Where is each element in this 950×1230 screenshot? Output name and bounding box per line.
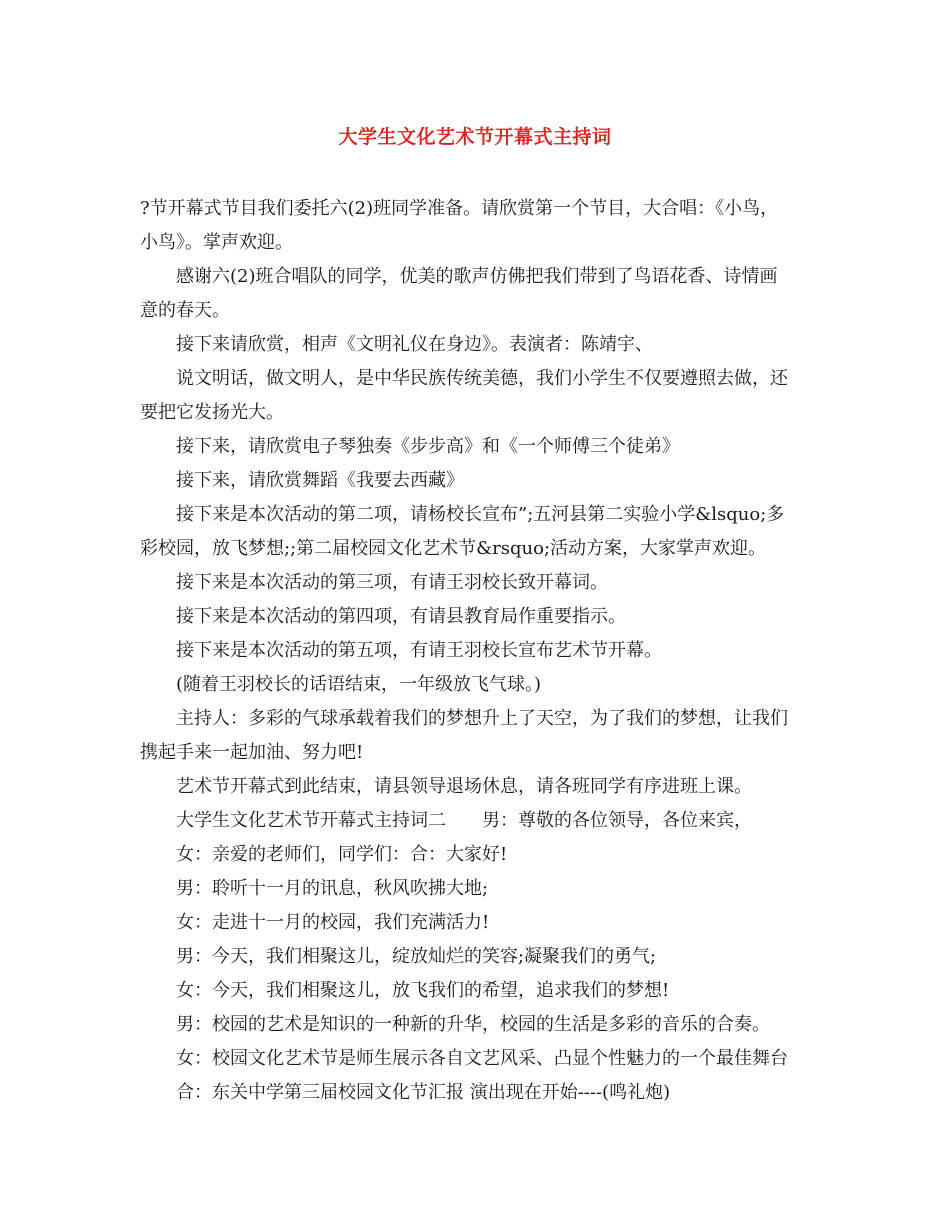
text-line: 男：聆听十一月的讯息，秋风吹拂大地;	[176, 878, 489, 899]
text-line: 女：校园文化艺术节是师生展示各自文艺风采、凸显个性魅力的一个最佳舞台	[176, 1048, 788, 1069]
text-line: 女：走进十一月的校园，我们充满活力!	[176, 912, 490, 933]
text-line: 小鸟》。掌声欢迎。	[140, 232, 293, 253]
text-line: 意的春天。	[140, 300, 230, 321]
text-line: 携起手来一起加油、努力吧!	[140, 742, 364, 763]
text-line: 感谢六(2)班合唱队的同学，优美的歌声仿佛把我们带到了鸟语花香、诗情画	[176, 266, 778, 287]
document-title: 大学生文化艺术节开幕式主持词	[338, 126, 612, 148]
text-line: 大学生文化艺术节开幕式主持词二 男：尊敬的各位领导，各位来宾，	[176, 810, 752, 831]
text-line: ?节开幕式节目我们委托六(2)班同学准备。请欣赏第一个节目，大合唱：《小鸟，	[140, 198, 779, 219]
text-line: 男：今天，我们相聚这儿，绽放灿烂的笑容;凝聚我们的勇气;	[176, 946, 657, 967]
text-line: 接下来是本次活动的第三项，有请王羽校长致开幕词。	[176, 572, 608, 593]
text-line: 女：亲爱的老师们，同学们：合：大家好!	[176, 844, 508, 865]
text-line: 接下来是本次活动的第四项，有请县教育局作重要指示。	[176, 606, 626, 627]
text-line: 接下来是本次活动的第二项，请杨校长宣布”;五河县第二实验小学&lsquo;多	[176, 504, 785, 525]
text-line: 说文明话，做文明人，是中华民族传统美德，我们小学生不仅要遵照去做，还	[176, 368, 788, 389]
text-line: 接下来，请欣赏电子琴独奏《步步高》和《一个师傅三个徒弟》	[176, 436, 680, 457]
text-line: 主持人：多彩的气球承载着我们的梦想升上了天空，为了我们的梦想，让我们	[176, 708, 788, 729]
text-line: 彩校园，放飞梦想;;第二届校园文化艺术节&rsquo;活动方案，大家掌声欢迎。	[140, 538, 767, 559]
text-line: 接下来请欣赏，相声《文明礼仪在身边》。表演者：陈靖宇、	[176, 334, 653, 355]
text-line: 要把它发扬光大。	[140, 402, 284, 423]
document-body	[140, 192, 810, 1110]
text-line: 女：今天，我们相聚这儿，放飞我们的希望，追求我们的梦想!	[176, 980, 670, 1001]
text-line: 男：校园的艺术是知识的一种新的升华，校园的生活是多彩的音乐的合奏。	[176, 1014, 770, 1035]
text-line: (随着王羽校长的话语结束，一年级放飞气球。)	[176, 674, 542, 695]
text-line: 接下来，请欣赏舞蹈《我要去西藏》	[176, 470, 464, 491]
text-line: 艺术节开幕式到此结束，请县领导退场休息，请各班同学有序进班上课。	[176, 776, 752, 797]
text-line: 合：东关中学第三届校园文化节汇报 演出现在开始----(鸣礼炮)	[176, 1082, 671, 1103]
text-line: 接下来是本次活动的第五项，有请王羽校长宣布艺术节开幕。	[176, 640, 662, 661]
